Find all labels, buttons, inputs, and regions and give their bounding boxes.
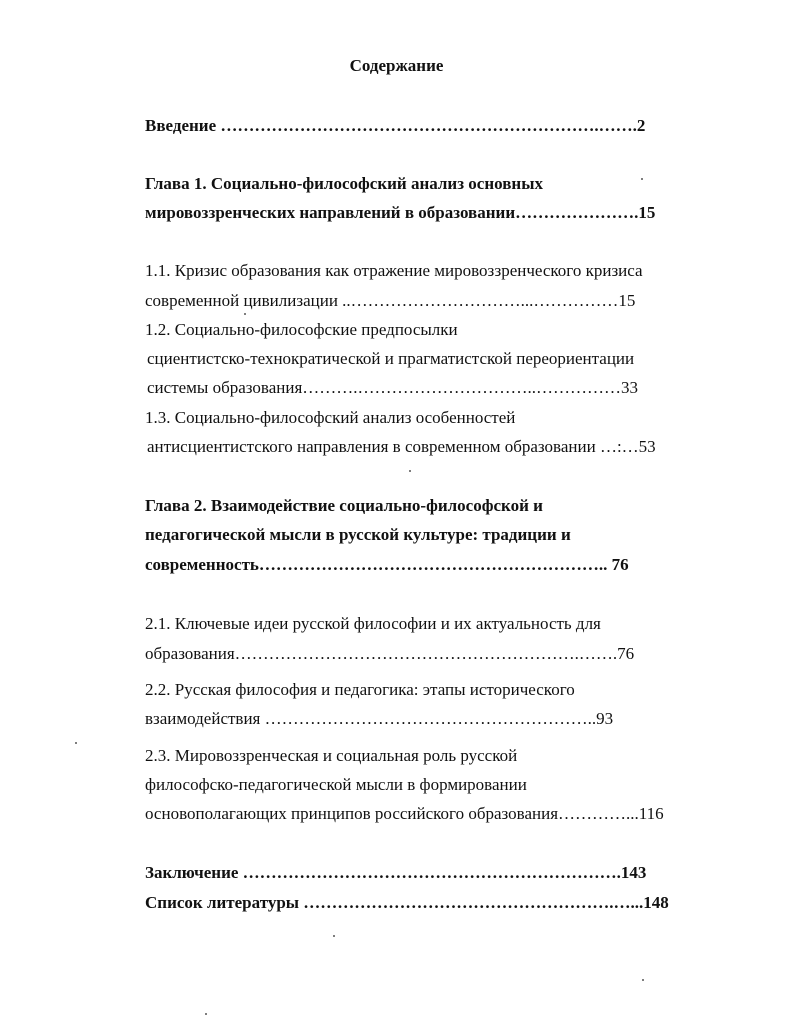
toc-entry-conclusion: Заключение ………………………………………………………….143	[145, 863, 647, 882]
toc-entry-chapter-2-line-1: Глава 2. Взаимодействие социально-философской и	[145, 496, 543, 515]
toc-entry-section-2-2-line-2: взаимодействия …………………………………………………..93	[145, 709, 614, 728]
toc-entry-section-1-1-line-1: 1.1. Кризис образования как отражение мировоззренческого кризиса	[145, 261, 643, 280]
toc-entry-intro: Введение ………………………………………………………….…….2	[145, 116, 646, 135]
scan-speck	[642, 979, 644, 981]
toc-entry-section-1-2-line-3: системы образования……….…………………………..……………33	[147, 378, 639, 397]
toc-entry-chapter-2-line-2: педагогической мысли в русской культуре: традиции и	[145, 525, 571, 544]
page-title: Содержание	[349, 56, 444, 75]
toc-entry-bibliography: Список литературы ……………………………………………….…...148	[145, 893, 669, 912]
toc-entry-section-2-3-line-3: основополагающих принципов российского образования…………...116	[145, 804, 664, 823]
scan-speck	[409, 470, 411, 472]
toc-entry-section-1-1-line-2: современной цивилизации ..…………………………...……………15	[145, 291, 636, 310]
toc-entry-section-2-1-line-1: 2.1. Ключевые идеи русской философии и их актуальность для	[145, 614, 601, 633]
toc-entry-section-2-3-line-1: 2.3. Мировоззренческая и социальная роль русской	[145, 746, 518, 765]
toc-entry-section-1-2-line-1: 1.2. Социально-философские предпосылки	[145, 320, 458, 339]
scan-speck	[333, 935, 335, 937]
scan-speck	[75, 742, 77, 744]
toc-entry-section-1-3-line-2: антисциентистского направления в современном образовании …:…53	[147, 437, 656, 456]
toc-entry-section-2-1-line-2: образования…………………………………………………….…….76	[145, 644, 635, 663]
toc-entry-section-2-3-line-2: философско-педагогической мысли в формировании	[145, 775, 527, 794]
toc-entry-section-2-2-line-1: 2.2. Русская философия и педагогика: этапы исторического	[145, 680, 575, 699]
toc-entry-chapter-1-line-1: Глава 1. Социально-философский анализ основных	[145, 174, 543, 193]
toc-entry-section-1-2-line-2: сциентистско-технократической и прагматистской переориентации	[147, 349, 635, 368]
toc-entry-section-1-3-line-1: 1.3. Социально-философский анализ особенностей	[145, 408, 516, 427]
scan-speck	[205, 1013, 207, 1015]
toc-entry-chapter-1-line-2: мировоззренческих направлений в образовании………………….15	[145, 203, 656, 222]
toc-entry-chapter-2-line-3: современность…………………………………………………….. 76	[145, 555, 629, 574]
scan-speck	[641, 178, 643, 180]
scan-speck	[244, 313, 246, 315]
